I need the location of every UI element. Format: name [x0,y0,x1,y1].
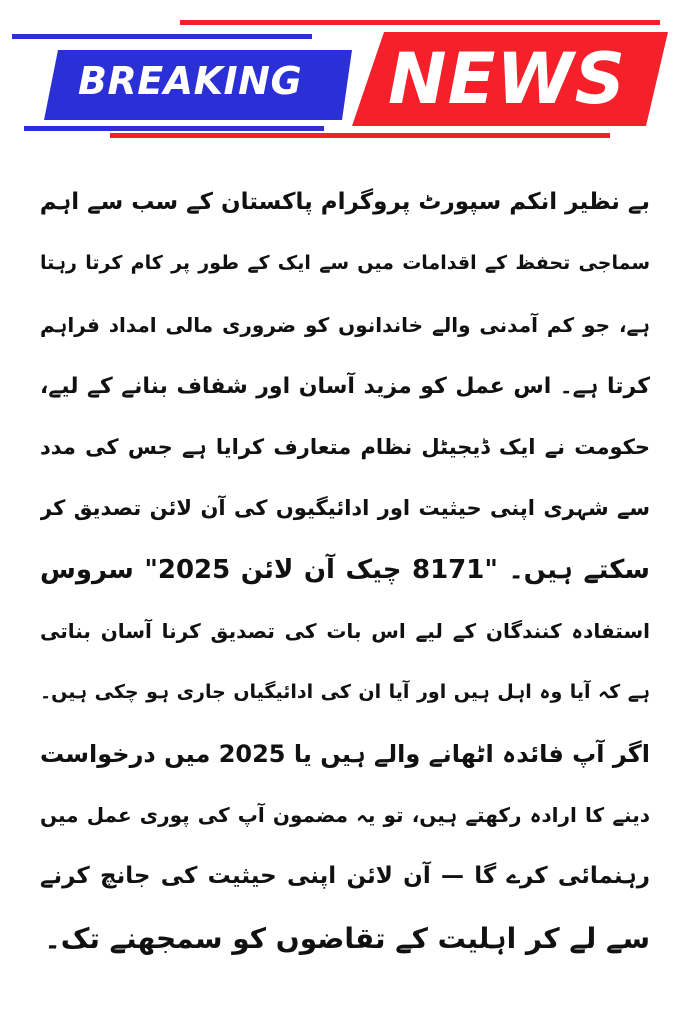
article-line: استفادہ کنندگان کے لیے اس بات کی تصدیق کرنا آسان بناتی [40,619,650,644]
article-line: اگر آپ فائدہ اٹھانے والے ہیں یا 2025 میں درخواست [40,739,650,768]
breaking-news-banner [0,0,683,150]
banner-bottom-blue-line [24,126,324,131]
banner-breaking-text: BREAKING [78,59,303,103]
article-line: ہے کہ آیا وہ اہل ہیں اور آیا ان کی ادائیگیاں جاری ہو چکی ہیں۔ [40,681,650,704]
article-line: دینے کا ارادہ رکھتے ہیں، تو یہ مضمون آپ کی پوری عمل میں [40,802,650,827]
article-line: رہنمائی کرے گا — آن لائن اپنی حیثیت کی جانچ کرنے [40,863,650,890]
article-line: سے لے کر اہلیت کے تقاضوں کو سمجھنے تک۔ [44,921,650,955]
article-line: سکتے ہیں۔ "8171 چیک آن لائن 2025" سروس [40,554,650,585]
banner-top-red-line [180,20,660,25]
article-body [40,172,650,969]
article-line: حکومت نے ایک ڈیجیٹل نظام متعارف کرایا ہے جس کی مدد [40,435,650,460]
banner-top-blue-line [12,34,312,39]
article-line: ہے، جو کم آمدنی والے خاندانوں کو ضروری مالی امداد فراہم [40,312,650,337]
article-line: سے شہری اپنی حیثیت اور ادائیگیوں کی آن لائن تصدیق کر [40,496,650,521]
article-line: سماجی تحفظ کے اقدامات میں سے ایک کے طور پر کام کرتا رہتا [40,252,650,275]
banner-news-text: NEWS [388,38,627,120]
banner-bottom-red-line [110,133,610,138]
article-line: بے نظیر انکم سپورٹ پروگرام پاکستان کے سب سے اہم [40,189,650,215]
article-line: کرتا ہے۔ اس عمل کو مزید آسان اور شفاف بنانے کے لیے، [40,373,650,399]
